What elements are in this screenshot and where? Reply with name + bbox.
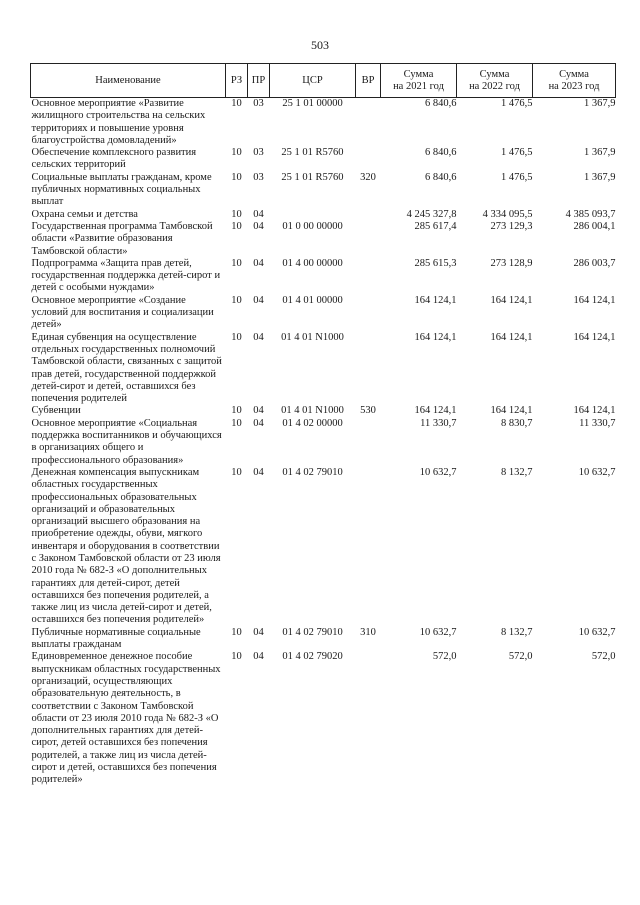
- row-sum-2022: 164 124,1: [490, 331, 533, 343]
- row-sum-2021: 285 615,3: [414, 257, 457, 269]
- row-pr: 04: [253, 257, 264, 269]
- row-vr: [356, 221, 381, 258]
- row-pr: 04: [253, 405, 264, 417]
- header-sum-2023-line1: Сумма: [559, 68, 589, 80]
- row-pr: 04: [253, 220, 264, 232]
- header-sum-2021: [381, 64, 457, 98]
- row-sum-2022: 1 476,5: [501, 98, 533, 109]
- row-sum-2022: 273 129,3: [490, 220, 533, 232]
- row-sum-2021: 10 632,7: [419, 466, 457, 478]
- row-csr: 25 1 01 00000: [282, 98, 343, 109]
- row-pr: 03: [253, 98, 264, 109]
- row-rz: 10: [231, 147, 242, 159]
- row-rz: 10: [231, 294, 242, 306]
- row-sum-2022: 8 830,7: [501, 417, 533, 429]
- row-name: Подпрограмма «Защита прав детей, государственная поддержка детей-сирот и детей с особыми нуждами»: [31, 257, 221, 294]
- row-sum-2023: 164 124,1: [573, 331, 616, 343]
- row-rz: 10: [231, 405, 242, 417]
- row-rz: 10: [231, 220, 242, 232]
- row-sum-2022: 4 334 095,5: [482, 208, 533, 220]
- row-sum-2021: 11 330,7: [420, 417, 457, 429]
- row-csr: 01 4 02 79010: [282, 626, 343, 638]
- row-rz: 10: [231, 626, 242, 638]
- row-name: Государственная программа Тамбовской области «Развитие образования Тамбовской области»: [31, 220, 213, 257]
- row-sum-2021: 6 840,6: [425, 171, 457, 183]
- row-name: Субвенции: [31, 405, 81, 417]
- table-row: [31, 332, 616, 406]
- row-sum-2023: 1 367,9: [584, 147, 616, 159]
- row-sum-2021: 285 617,4: [414, 220, 457, 232]
- row-rz: 10: [231, 171, 242, 183]
- row-name: Основное мероприятие «Социальная поддержка воспитанников и обучающихся в организациях общего и профессионального образования»: [31, 417, 222, 466]
- row-csr: 01 4 01 N1000: [281, 405, 344, 417]
- row-pr: 04: [253, 294, 264, 306]
- row-sum-2023: 1 367,9: [584, 98, 616, 109]
- header-pr: ПР: [248, 64, 270, 98]
- row-sum-2023: 286 003,7: [573, 257, 616, 269]
- row-name: Денежная компенсация выпускникам областных государственных профессиональных образовательных организаций и образовательных организаций высшего образования на приобретение одежды, обуви, мягкого инвентаря и оборудования в соответствии с Законом Тамбовской области от 23 июля 2010 года № 682-З «О дополнительных гарантиях для детей-сирот, детей оставшихся без попечения родителей, а также лиц из числа детей-сирот и детей, оставшихся без попечения родителей»: [31, 466, 221, 626]
- row-sum-2022: 164 124,1: [490, 294, 533, 306]
- table-row: [31, 627, 616, 652]
- row-vr: [356, 467, 381, 627]
- table-row: [31, 405, 616, 417]
- row-csr: [270, 209, 356, 221]
- table-row: [31, 467, 616, 627]
- row-csr: 01 4 01 00000: [282, 294, 343, 306]
- row-rz: 10: [231, 98, 242, 109]
- row-vr: [356, 651, 381, 786]
- row-csr: 01 4 00 00000: [282, 257, 343, 269]
- table-row: [31, 418, 616, 467]
- row-name: Охрана семьи и детства: [31, 208, 138, 220]
- row-sum-2021: 572,0: [432, 651, 457, 663]
- row-sum-2022: 1 476,5: [501, 147, 533, 159]
- row-sum-2023: 4 385 093,7: [565, 208, 616, 220]
- row-vr: [356, 258, 381, 295]
- row-sum-2022: 8 132,7: [501, 466, 533, 478]
- header-sum-2022-line1: Сумма: [479, 68, 510, 80]
- header-sum-2022: [457, 64, 533, 98]
- row-csr: 01 4 02 00000: [282, 417, 343, 429]
- table-row: [31, 221, 616, 258]
- header-sum-2023-line2: на 2023 год: [548, 80, 600, 92]
- table-row: [31, 209, 616, 221]
- row-name: Основное мероприятие «Развитие жилищного строительства на сельских территориях и повышение уровня благоустройства домовладений»: [31, 98, 206, 146]
- row-sum-2021: 10 632,7: [419, 626, 457, 638]
- header-sum-2023: [533, 64, 616, 98]
- row-sum-2023: 164 124,1: [573, 405, 616, 417]
- row-sum-2022: 273 128,9: [490, 257, 533, 269]
- row-name: Публичные нормативные социальные выплаты гражданам: [31, 626, 201, 651]
- row-sum-2023: 572,0: [591, 651, 616, 663]
- row-vr: [356, 295, 381, 332]
- table-row: [31, 651, 616, 786]
- row-csr: 25 1 01 R5760: [281, 171, 344, 183]
- row-pr: 04: [253, 466, 264, 478]
- table-row: [31, 147, 616, 172]
- row-sum-2023: 164 124,1: [573, 294, 616, 306]
- table-header-row: [31, 64, 616, 98]
- row-csr: 01 0 00 00000: [282, 220, 343, 232]
- row-pr: 03: [253, 147, 264, 159]
- row-sum-2021: 164 124,1: [414, 331, 457, 343]
- row-name: Единая субвенция на осуществление отдельных государственных полномочий Тамбовской области, связанных с защитой прав детей, государственной поддержкой детей-сирот и детей, оставшихся без попечения родителей: [31, 331, 222, 405]
- row-sum-2021: 6 840,6: [425, 147, 457, 159]
- row-vr: 530: [360, 405, 376, 417]
- table-row: [31, 98, 616, 148]
- header-csr: ЦСР: [270, 64, 356, 98]
- row-rz: 10: [231, 208, 242, 220]
- row-vr: [356, 98, 381, 148]
- row-sum-2022: 164 124,1: [490, 405, 533, 417]
- row-rz: 10: [231, 257, 242, 269]
- row-vr: [356, 332, 381, 406]
- row-csr: 25 1 01 R5760: [281, 147, 344, 159]
- header-sum-2021-line1: Сумма: [403, 68, 434, 80]
- row-sum-2022: 572,0: [508, 651, 533, 663]
- row-rz: 10: [231, 466, 242, 478]
- row-name: Обеспечение комплексного развития сельских территорий: [31, 147, 197, 171]
- row-sum-2021: 4 245 327,8: [406, 208, 457, 220]
- row-sum-2023: 11 330,7: [579, 417, 616, 429]
- budget-table: [30, 63, 616, 787]
- row-csr: 01 4 02 79020: [282, 651, 343, 663]
- row-vr: [356, 209, 381, 221]
- row-pr: 04: [253, 208, 264, 220]
- row-pr: 04: [253, 331, 264, 343]
- row-sum-2023: 286 004,1: [573, 220, 616, 232]
- table-row: [31, 295, 616, 332]
- header-sum-2022-line2: на 2022 год: [469, 80, 520, 92]
- header-sum-2021-line2: на 2021 год: [393, 80, 444, 92]
- row-sum-2021: 6 840,6: [425, 98, 457, 109]
- table-row: [31, 258, 616, 295]
- row-sum-2021: 164 124,1: [414, 405, 457, 417]
- table-row: [31, 172, 616, 209]
- row-vr: [356, 147, 381, 172]
- row-rz: 10: [231, 651, 242, 663]
- page-number: 503: [311, 38, 329, 52]
- header-rz: РЗ: [226, 64, 248, 98]
- row-vr: [356, 418, 381, 467]
- row-pr: 04: [253, 626, 264, 638]
- row-name: Социальные выплаты гражданам, кроме публичных нормативных социальных выплат: [31, 171, 212, 208]
- row-vr: 320: [360, 171, 376, 183]
- row-pr: 04: [253, 651, 264, 663]
- row-sum-2021: 164 124,1: [414, 294, 457, 306]
- row-sum-2022: 8 132,7: [501, 626, 533, 638]
- row-rz: 10: [231, 331, 242, 343]
- header-vr: ВР: [356, 64, 381, 98]
- header-name: Наименование: [31, 64, 226, 98]
- row-pr: 04: [253, 417, 264, 429]
- row-vr: 310: [360, 626, 376, 638]
- row-sum-2023: 10 632,7: [578, 466, 616, 478]
- row-rz: 10: [231, 417, 242, 429]
- row-sum-2023: 10 632,7: [578, 626, 616, 638]
- row-name: Основное мероприятие «Создание условий для воспитания и социализации детей»: [31, 294, 214, 331]
- row-csr: 01 4 02 79010: [282, 466, 343, 478]
- row-name: Единовременное денежное пособие выпускникам областных государственных организаций, осуществляющих образовательную деятельность, в соответствии с Законом Тамбовской области от 23 июля 2010 года № 682-З «О дополнительных гарантиях для детей-сирот, детей оставшихся без попечения родителей, а также лиц из числа детей-сирот и детей, оставшихся без попечения родителей»: [31, 651, 221, 786]
- row-pr: 03: [253, 171, 264, 183]
- row-csr: 01 4 01 N1000: [281, 331, 344, 343]
- row-sum-2023: 1 367,9: [584, 171, 616, 183]
- row-sum-2022: 1 476,5: [501, 171, 533, 183]
